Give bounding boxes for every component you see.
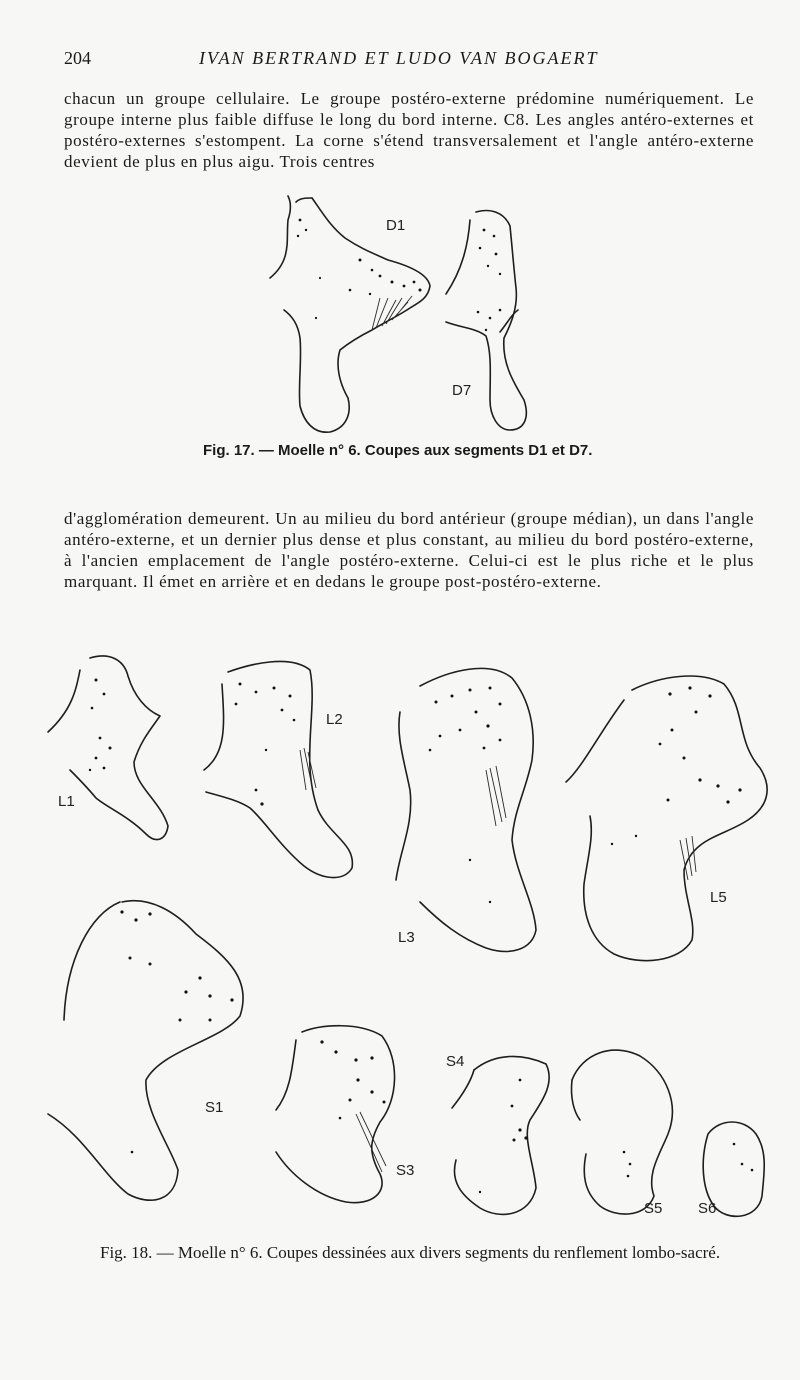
label-l1: L1	[58, 793, 75, 810]
figure-17-caption: Fig. 17. — Moelle n° 6. Coupes aux segments D1 et D7.	[203, 442, 593, 459]
label-l5: L5	[710, 889, 727, 906]
figure-17-drawing	[0, 190, 800, 440]
running-head: IVAN BERTRAND ET LUDO VAN BOGAERT	[199, 48, 599, 68]
section-l2	[204, 661, 352, 877]
section-s3	[276, 1026, 395, 1203]
section-l3	[396, 668, 536, 951]
page-header	[64, 48, 754, 72]
figure-18-drawing	[0, 640, 800, 1230]
label-l2: L2	[326, 711, 343, 728]
label-s3: S3	[396, 1162, 415, 1179]
page-number: 204	[64, 48, 91, 68]
label-s4: S4	[446, 1053, 465, 1070]
label-s6: S6	[698, 1200, 717, 1217]
label-d1: D1	[386, 217, 406, 234]
label-s5: S5	[644, 1200, 663, 1217]
figure-18-caption: Fig. 18. — Moelle n° 6. Coupes dessinées aux divers segments du renflement lombo-sacré.	[100, 1243, 721, 1262]
section-d7-cells	[477, 229, 502, 332]
label-s1: S1	[205, 1099, 224, 1116]
section-s1	[48, 901, 243, 1200]
label-l3: L3	[398, 929, 415, 946]
section-l1	[48, 656, 168, 840]
paragraph-top: chacun un groupe cellulaire. Le groupe postéro-externe prédomine numériquement. Le groupe interne plus faible diffuse le long du bord interne. C8. Les angles antéro-externes et postéro-externes s'estompent. La corne s'étend transversalement et l'angle antéro-externe devient de plus en plus aigu. Trois centres	[64, 89, 754, 171]
section-s4	[452, 1056, 549, 1214]
label-d7: D7	[452, 382, 472, 399]
section-d1-outline	[270, 196, 430, 432]
section-l5	[566, 676, 767, 961]
section-s5	[571, 1050, 672, 1214]
paragraph-middle: d'agglomération demeurent. Un au milieu du bord antérieur (groupe médian), un dans l'angle antéro-externe, et un dernier plus dense et plus constant, au milieu du bord postéro-externe, à l'ancien emplacement de l'angle postéro-externe. Celui-ci est le plus riche et le plus marquant. Il émet en arrière et en dedans le groupe post-postéro-externe.	[64, 509, 754, 591]
